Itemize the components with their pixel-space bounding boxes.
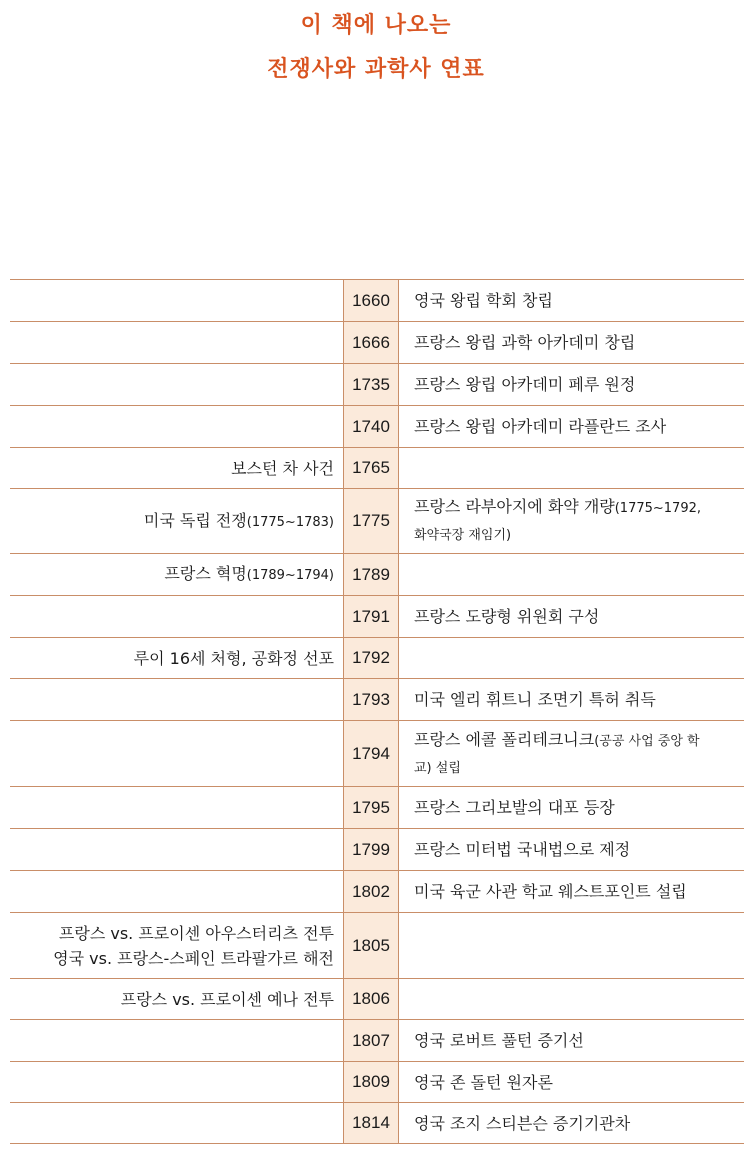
science-event — [414, 727, 744, 754]
timeline-table — [10, 279, 744, 1144]
science-history-cell — [399, 406, 744, 447]
war-event-text: 루이 16세 처형, 공화정 선포 — [133, 648, 334, 668]
science-event-text: 프랑스 왕립 과학 아카데미 창립 — [414, 333, 636, 352]
science-history-cell — [399, 1062, 744, 1102]
science-history-cell — [399, 721, 744, 786]
science-event — [414, 372, 744, 397]
timeline-row — [10, 489, 744, 554]
timeline-row — [10, 787, 744, 829]
war-event-note: (1789~1794) — [246, 568, 334, 583]
war-event-text: 프랑스 vs. 프로이센 아우스터리츠 전투 — [58, 923, 334, 943]
timeline-row — [10, 829, 744, 871]
science-event — [414, 1070, 744, 1095]
year-cell: 1735 — [343, 364, 399, 405]
science-event-note: (1775~1792, — [614, 501, 701, 516]
war-history-cell — [10, 596, 343, 637]
science-event-text: 프랑스 그리보발의 대포 등장 — [414, 798, 615, 817]
science-event — [414, 879, 744, 904]
year-cell: 1793 — [343, 679, 399, 720]
year-cell: 1805 — [343, 913, 399, 978]
timeline-row — [10, 554, 744, 596]
science-event-text: 영국 존 돌턴 원자론 — [414, 1072, 553, 1092]
timeline-row — [10, 871, 744, 913]
timeline-row — [10, 721, 744, 787]
war-event — [53, 946, 334, 971]
science-history-cell — [399, 489, 744, 553]
science-history-cell — [399, 448, 744, 488]
war-history-cell — [10, 829, 343, 870]
year-cell: 1795 — [343, 787, 399, 828]
science-event — [414, 837, 744, 862]
war-event — [164, 561, 334, 588]
timeline-row — [10, 280, 744, 322]
science-event-note: 화약국장 재임기) — [414, 528, 512, 543]
science-event — [414, 288, 744, 313]
war-event — [134, 646, 334, 671]
timeline-row — [10, 1103, 744, 1144]
war-history-cell — [10, 448, 343, 488]
science-event-text: 영국 로버트 풀턴 증기선 — [414, 1031, 584, 1050]
title-line-1: 이 책에 나오는 — [300, 13, 452, 38]
year-cell: 1814 — [343, 1103, 399, 1143]
science-event — [414, 1111, 744, 1136]
timeline-row — [10, 638, 744, 679]
timeline-row — [10, 596, 744, 638]
timeline-row — [10, 913, 744, 979]
science-event — [414, 754, 744, 781]
science-history-cell — [399, 554, 744, 595]
science-history-cell — [399, 322, 744, 363]
science-event-text: 영국 조지 스티븐슨 증기기관차 — [414, 1113, 631, 1133]
year-cell: 1765 — [343, 448, 399, 488]
war-event-text: 미국 독립 전쟁 — [143, 510, 247, 530]
year-cell: 1666 — [343, 322, 399, 363]
war-history-cell — [10, 489, 343, 553]
war-history-cell — [10, 364, 343, 405]
science-event — [414, 795, 744, 820]
war-history-cell — [10, 913, 343, 978]
timeline-row — [10, 322, 744, 364]
year-cell: 1740 — [343, 406, 399, 447]
year-cell: 1789 — [343, 554, 399, 595]
year-cell: 1809 — [343, 1062, 399, 1102]
war-history-cell — [10, 871, 343, 912]
war-history-cell — [10, 679, 343, 720]
war-history-cell — [10, 554, 343, 595]
science-event-text: 프랑스 왕립 아카데미 라플란드 조사 — [414, 417, 667, 436]
science-event — [414, 330, 744, 355]
science-history-cell — [399, 829, 744, 870]
science-event — [414, 414, 744, 439]
war-history-cell — [10, 721, 343, 786]
science-event — [414, 604, 744, 629]
science-history-cell — [399, 280, 744, 321]
year-cell: 1775 — [343, 489, 399, 553]
science-event-text: 프랑스 미터법 국내법으로 제정 — [414, 840, 631, 859]
science-history-cell — [399, 638, 744, 678]
title-line-2: 전쟁사와 과학사 연표 — [267, 57, 485, 82]
science-event — [414, 521, 744, 548]
war-history-cell — [10, 1020, 343, 1061]
war-event-note: (1775~1783) — [246, 514, 334, 530]
science-event-text: 프랑스 에콜 폴리테크니크 — [414, 729, 595, 749]
war-history-cell — [10, 280, 343, 321]
year-cell: 1806 — [343, 979, 399, 1019]
science-history-cell — [399, 979, 744, 1019]
science-event-text: 미국 엘리 휘트니 조면기 특허 취득 — [414, 690, 656, 709]
year-cell: 1792 — [343, 638, 399, 678]
science-event-text: 프랑스 라부아지에 화약 개량 — [414, 497, 615, 516]
science-history-cell — [399, 913, 744, 978]
science-event — [414, 687, 744, 712]
science-history-cell — [399, 1103, 744, 1143]
war-history-cell — [10, 322, 343, 363]
science-event — [414, 1028, 744, 1053]
science-event-text: 프랑스 도량형 위원회 구성 — [414, 607, 600, 626]
war-event-text: 프랑스 혁명 — [164, 564, 247, 583]
science-event-text: 미국 육군 사관 학교 웨스트포인트 설립 — [414, 882, 687, 901]
timeline-row — [10, 448, 744, 489]
war-history-cell — [10, 787, 343, 828]
science-history-cell — [399, 596, 744, 637]
science-history-cell — [399, 364, 744, 405]
year-cell: 1807 — [343, 1020, 399, 1061]
science-event-text: 프랑스 왕립 아카데미 페루 원정 — [414, 375, 636, 394]
timeline-row — [10, 1062, 744, 1103]
timeline-row — [10, 406, 744, 448]
year-cell: 1794 — [343, 721, 399, 786]
war-history-cell — [10, 1062, 343, 1102]
science-history-cell — [399, 679, 744, 720]
science-event-note: 교) 설립 — [414, 760, 461, 776]
timeline-row — [10, 1020, 744, 1062]
war-event — [231, 456, 334, 481]
year-cell: 1660 — [343, 280, 399, 321]
war-history-cell — [10, 638, 343, 678]
timeline-row — [10, 364, 744, 406]
science-event-note: (공공 사업 중앙 학 — [594, 733, 700, 749]
science-history-cell — [399, 1020, 744, 1061]
war-history-cell — [10, 979, 343, 1019]
war-event — [59, 921, 334, 946]
year-cell: 1802 — [343, 871, 399, 912]
science-event — [414, 494, 744, 521]
war-event — [121, 987, 334, 1012]
science-history-cell — [399, 871, 744, 912]
science-event-text: 영국 왕립 학회 창립 — [414, 291, 553, 310]
timeline-row — [10, 679, 744, 721]
war-event-text: 프랑스 vs. 프로이센 예나 전투 — [120, 989, 334, 1009]
war-history-cell — [10, 406, 343, 447]
war-event-text: 영국 vs. 프랑스-스페인 트라팔가르 해전 — [53, 948, 334, 968]
war-history-cell — [10, 1103, 343, 1143]
year-cell: 1799 — [343, 829, 399, 870]
year-cell: 1791 — [343, 596, 399, 637]
war-event — [144, 508, 334, 535]
war-event-text: 보스턴 차 사건 — [231, 458, 334, 478]
timeline-row — [10, 979, 744, 1020]
science-history-cell — [399, 787, 744, 828]
